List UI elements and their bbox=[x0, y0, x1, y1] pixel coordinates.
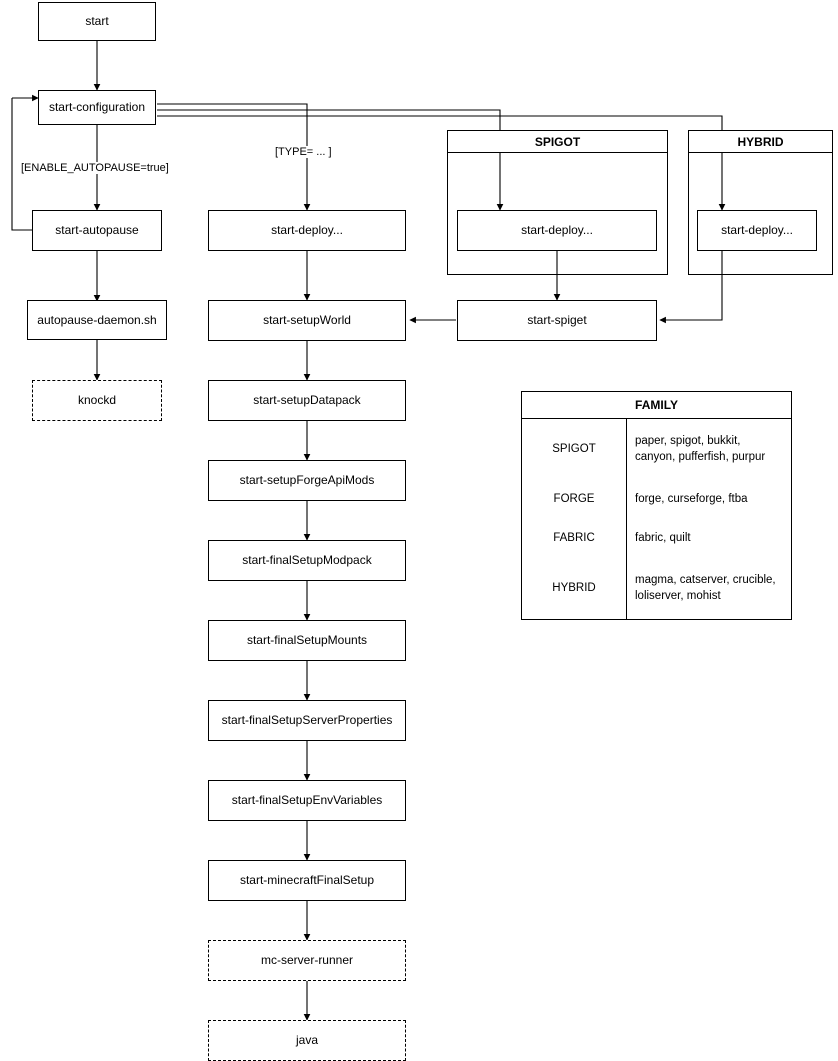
node-label: start bbox=[85, 14, 109, 28]
node-label: start-minecraftFinalSetup bbox=[239, 873, 375, 887]
node-label: start-deploy... bbox=[521, 223, 593, 237]
family-legend bbox=[521, 391, 792, 620]
node-label: autopause-daemon.sh bbox=[37, 312, 157, 327]
node-label: start-setupForgeApiMods bbox=[239, 473, 375, 487]
node-start-setupWorld[interactable] bbox=[208, 300, 406, 341]
node-start-deploy-main[interactable] bbox=[208, 210, 406, 251]
node-label: start-finalSetupEnvVariables bbox=[231, 793, 383, 807]
table-row bbox=[522, 519, 791, 558]
edge-label-autopause: [ENABLE_AUTOPAUSE=true] bbox=[21, 162, 169, 174]
table-row bbox=[522, 480, 791, 519]
node-label: start-setupDatapack bbox=[253, 393, 361, 407]
family-value: magma, catserver, crucible, loliserver, mohist bbox=[635, 574, 776, 602]
node-label: start-finalSetupServerProperties bbox=[221, 713, 393, 727]
family-key: HYBRID bbox=[522, 558, 627, 619]
node-label: mc-server-runner bbox=[260, 953, 353, 967]
family-value: paper, spigot, bukkit, canyon, pufferfish, purpur bbox=[635, 435, 766, 463]
group-hybrid-title bbox=[688, 130, 833, 153]
node-label: knockd bbox=[77, 393, 117, 407]
node-label: start-finalSetupModpack bbox=[242, 553, 372, 567]
node-java[interactable] bbox=[208, 1020, 406, 1061]
node-start-deploy-spigot[interactable] bbox=[457, 210, 657, 251]
node-knockd[interactable] bbox=[32, 380, 162, 421]
node-start-finalSetupModpack[interactable] bbox=[208, 540, 406, 581]
node-start-finalSetupMounts[interactable] bbox=[208, 620, 406, 661]
node-label: start-configuration bbox=[48, 100, 146, 114]
family-value: fabric, quilt bbox=[635, 531, 691, 544]
group-title-label: HYBRID bbox=[737, 134, 784, 149]
node-label: start-setupWorld bbox=[263, 313, 351, 327]
node-start-finalSetupServerProperties[interactable] bbox=[208, 700, 406, 741]
node-label: start-autopause bbox=[55, 223, 139, 237]
family-key: FORGE bbox=[522, 480, 627, 519]
node-start-deploy-hybrid[interactable] bbox=[697, 210, 817, 251]
table-row bbox=[522, 419, 791, 481]
node-start-setupDatapack[interactable] bbox=[208, 380, 406, 421]
node-start[interactable] bbox=[38, 2, 156, 41]
family-key: SPIGOT bbox=[522, 419, 627, 481]
node-mc-server-runner[interactable] bbox=[208, 940, 406, 981]
node-label: java bbox=[295, 1033, 318, 1047]
node-start-configuration[interactable] bbox=[38, 90, 156, 125]
node-start-minecraftFinalSetup[interactable] bbox=[208, 860, 406, 901]
node-label: start-spiget bbox=[527, 313, 587, 327]
node-autopause-daemon[interactable] bbox=[27, 300, 167, 340]
group-spigot-title bbox=[447, 130, 668, 153]
node-start-spiget[interactable] bbox=[457, 300, 657, 341]
node-start-finalSetupEnvVariables[interactable] bbox=[208, 780, 406, 821]
family-value: forge, curseforge, ftba bbox=[635, 492, 748, 505]
table-row bbox=[522, 558, 791, 619]
family-key: FABRIC bbox=[522, 519, 627, 558]
family-legend-table bbox=[522, 392, 791, 619]
node-start-autopause[interactable] bbox=[32, 210, 162, 251]
node-label: start-deploy... bbox=[721, 223, 793, 237]
node-label: start-finalSetupMounts bbox=[246, 633, 368, 647]
group-title-label: SPIGOT bbox=[534, 134, 581, 149]
node-start-setupForgeApiMods[interactable] bbox=[208, 460, 406, 501]
family-legend-title: FAMILY bbox=[522, 392, 791, 419]
node-label: start-deploy... bbox=[271, 223, 343, 237]
edge-label-type: [TYPE= ... ] bbox=[275, 146, 332, 158]
